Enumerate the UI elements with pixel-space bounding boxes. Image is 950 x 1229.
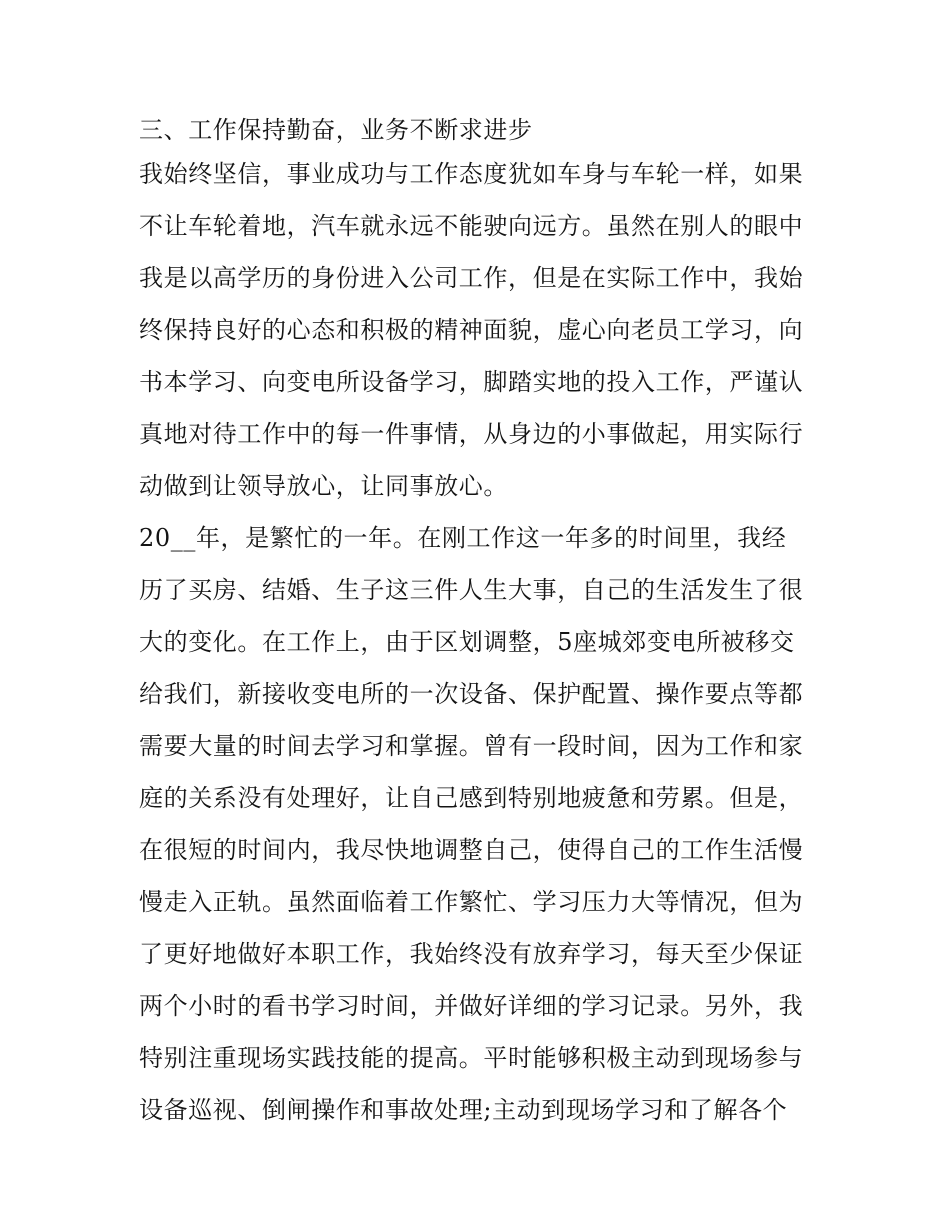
paragraph-line: 慢走入正轨。虽然面临着工作繁忙、学习压力大等情况，但为 bbox=[139, 888, 804, 916]
paragraph-line: 庭的关系没有处理好，让自己感到特别地疲惫和劳累。但是， bbox=[139, 784, 804, 812]
paragraph-line: 动做到让领导放心，让同事放心。 bbox=[139, 472, 508, 500]
paragraph-line: 历了买房、结婚、生子这三件人生大事，自己的生活发生了很 bbox=[139, 576, 804, 604]
paragraph-line: 在很短的时间内，我尽快地调整自己，使得自己的工作生活慢 bbox=[139, 836, 804, 864]
document-body bbox=[139, 110, 819, 1142]
paragraph-line: 书本学习、向变电所设备学习，脚踏实地的投入工作，严谨认 bbox=[139, 368, 804, 396]
paragraph-2 bbox=[139, 518, 819, 1142]
paragraph-line: 需要大量的时间去学习和掌握。曾有一段时间，因为工作和家 bbox=[139, 732, 804, 760]
paragraph-line: 设备巡视、倒闸操作和事故处理;主动到现场学习和了解各个 bbox=[139, 1096, 788, 1124]
paragraph-line: 不让车轮着地，汽车就永远不能驶向远方。虽然在别人的眼中 bbox=[139, 212, 804, 240]
paragraph-line: 了更好地做好本职工作，我始终没有放弃学习，每天至少保证 bbox=[139, 940, 804, 968]
paragraph-line: 特别注重现场实践技能的提高。平时能够积极主动到现场参与 bbox=[139, 1044, 804, 1072]
section-heading: 三、工作保持勤奋，业务不断求进步 bbox=[139, 116, 533, 144]
paragraph-line: 大的变化。在工作上，由于区划调整，5座城郊变电所被移交 bbox=[139, 628, 795, 656]
paragraph-1 bbox=[139, 154, 819, 518]
paragraph-line: 真地对待工作中的每一件事情，从身边的小事做起，用实际行 bbox=[139, 420, 804, 448]
paragraph-line: 20__年，是繁忙的一年。在刚工作这一年多的时间里，我经 bbox=[139, 524, 787, 552]
paragraph-line: 终保持良好的心态和积极的精神面貌，虚心向老员工学习，向 bbox=[139, 316, 804, 344]
paragraph-line: 给我们，新接收变电所的一次设备、保护配置、操作要点等都 bbox=[139, 680, 804, 708]
paragraph-line: 两个小时的看书学习时间，并做好详细的学习记录。另外，我 bbox=[139, 992, 804, 1020]
paragraph-line: 我是以高学历的身份进入公司工作，但是在实际工作中，我始 bbox=[139, 264, 804, 292]
paragraph-line: 我始终坚信，事业成功与工作态度犹如车身与车轮一样，如果 bbox=[139, 160, 804, 188]
